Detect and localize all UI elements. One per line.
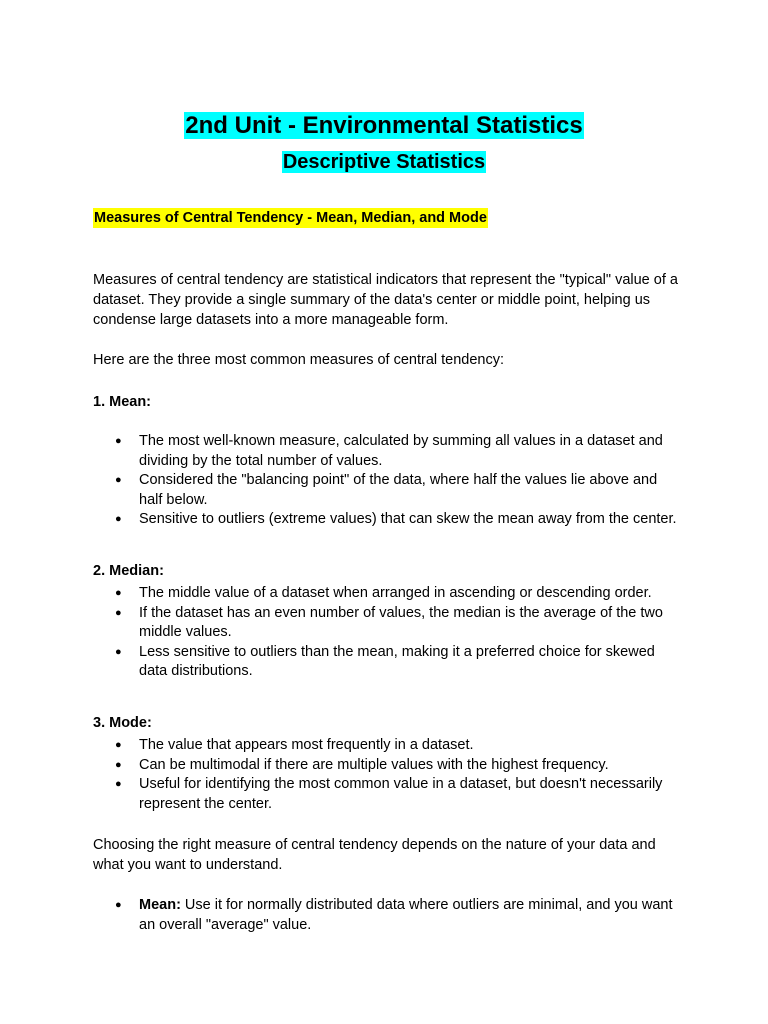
- title-line: [0, 110, 768, 142]
- list-item: ● Mean: Use it for normally distributed data where outliers are minimal, and you want an overall "average" value.: [115, 897, 673, 933]
- bullet-icon: ●: [115, 474, 122, 486]
- section-heading: Measures of Central Tendency - Mean, Median, and Mode: [94, 210, 487, 226]
- document-title: 2nd Unit - Environmental Statistics: [185, 112, 583, 139]
- bullet-icon: ●: [115, 435, 122, 447]
- median-heading: 2. Median:: [93, 563, 164, 579]
- list-item: ● Useful for identifying the most common value in a dataset, but doesn't necessarily represent the center.: [115, 776, 663, 812]
- bullet-icon: ●: [115, 587, 122, 599]
- list-item: ● The middle value of a dataset when arranged in ascending or descending order.: [93, 584, 683, 604]
- bullet-icon: ●: [115, 513, 122, 525]
- bullet-icon: ●: [115, 758, 122, 771]
- intro-paragraph: Measures of central tendency are statistical indicators that represent the "typical" value of a dataset. They provide a single summary of the data's center or middle point, helping us condense large datasets into a more manageable form.: [93, 272, 678, 328]
- bullet-icon: ●: [115, 606, 122, 619]
- median-list: [93, 584, 683, 682]
- document-subtitle: Descriptive Statistics: [282, 151, 486, 173]
- list-item: ● The value that appears most frequently in a dataset.: [93, 736, 683, 756]
- bullet-icon: ●: [115, 778, 122, 790]
- list-item: ● Considered the "balancing point" of the data, where half the values lie above and half below.: [115, 472, 658, 508]
- mode-list: [93, 736, 683, 814]
- item-label: Mean:: [139, 897, 181, 913]
- mean-list: [93, 432, 683, 530]
- mean-heading: 1. Mean:: [93, 394, 152, 410]
- lead-paragraph: Here are the three most common measures of central tendency:: [93, 352, 505, 368]
- list-item: ● If the dataset has an even number of values, the median is the average of the two middle values.: [115, 604, 663, 640]
- list-item: ● Can be multimodal if there are multiple values with the highest frequency.: [93, 756, 683, 776]
- subtitle-line: [0, 148, 768, 176]
- choosing-paragraph: Choosing the right measure of central tendency depends on the nature of your data and what you want to understand.: [93, 837, 656, 873]
- guidance-list: [93, 896, 683, 935]
- list-item: ● Less sensitive to outliers than the mean, making it a preferred choice for skewed data distributions.: [115, 643, 655, 679]
- list-item: ● Sensitive to outliers (extreme values) that can skew the mean away from the center.: [93, 510, 683, 530]
- bullet-icon: ●: [115, 739, 122, 751]
- bullet-icon: ●: [115, 899, 122, 911]
- mode-heading: 3. Mode:: [93, 715, 152, 731]
- list-item: ● The most well-known measure, calculated by summing all values in a dataset and dividing by the total number of values.: [115, 433, 663, 469]
- bullet-icon: ●: [115, 645, 122, 658]
